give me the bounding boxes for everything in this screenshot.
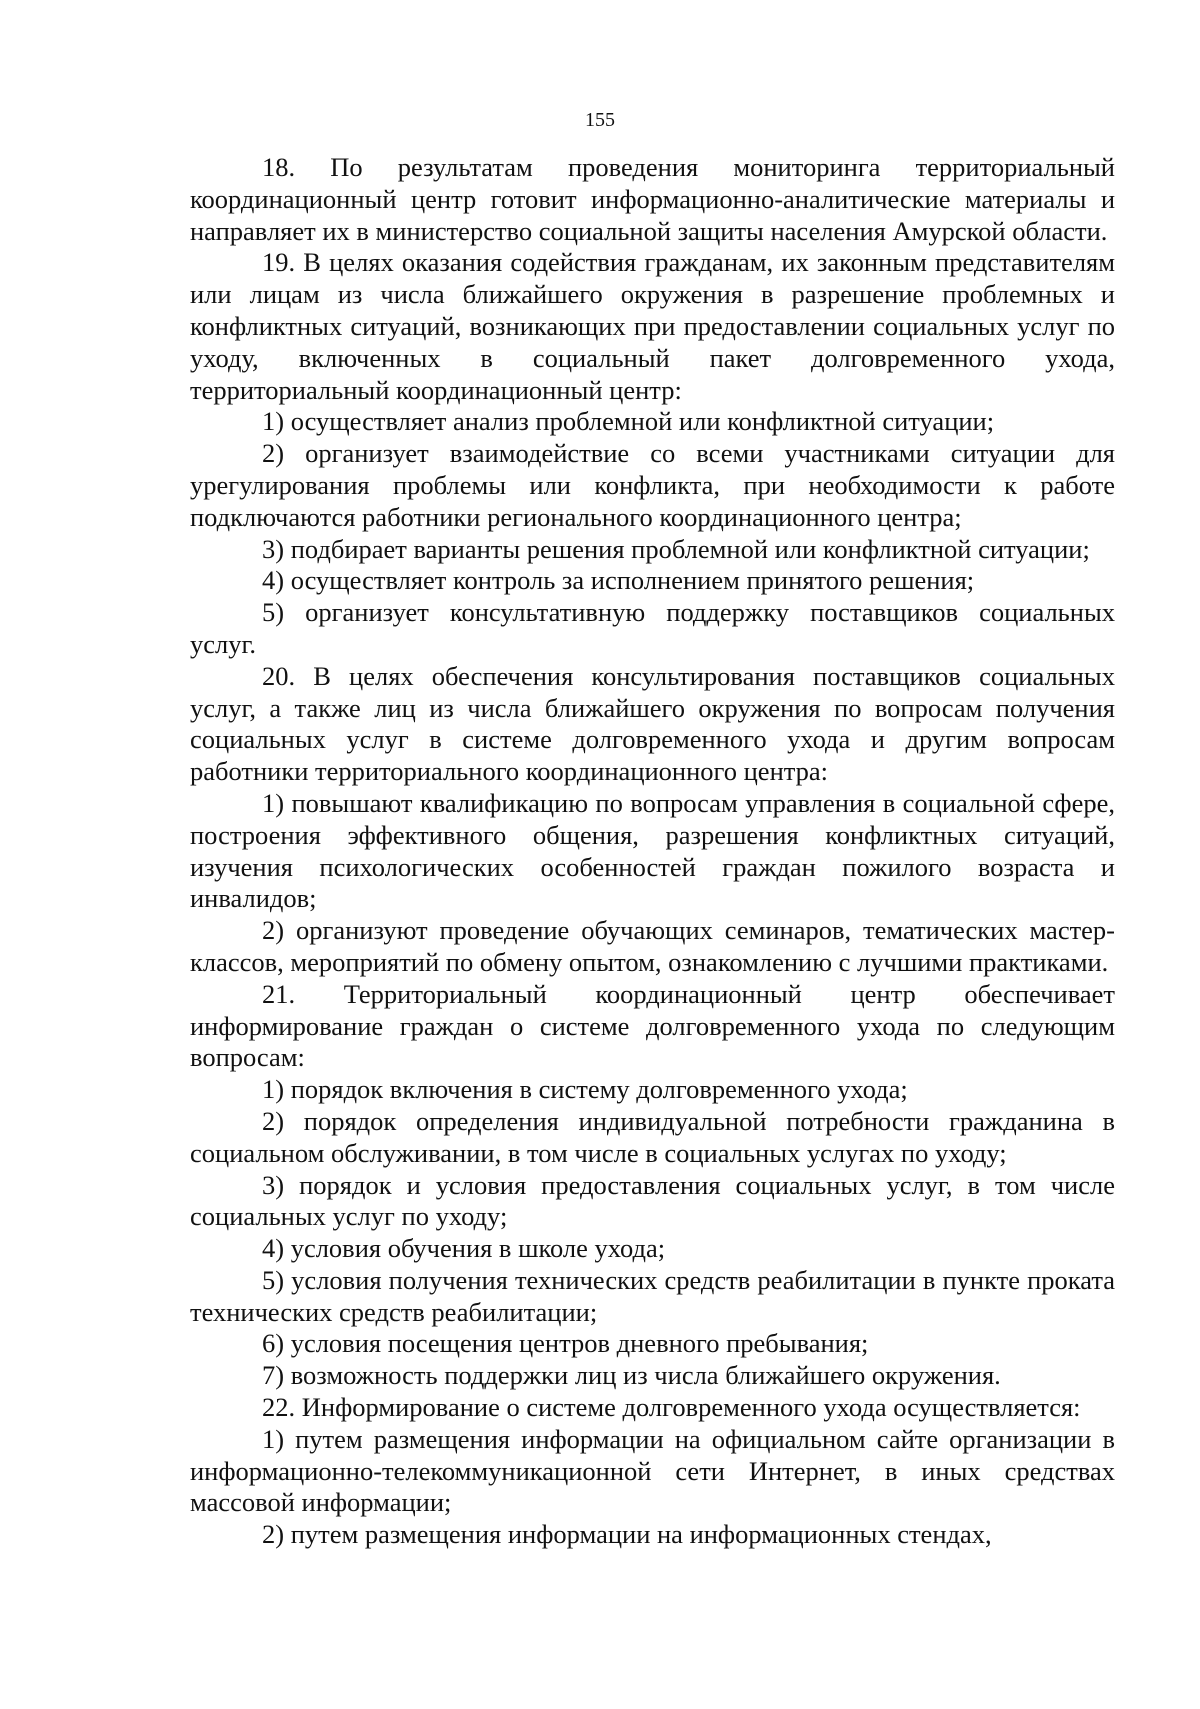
paragraph-22: 22. Информирование о системе долговременного ухода осуществляется: — [262, 1392, 1081, 1423]
paragraph-18: 18. По результатам проведения мониторинга территориальный координационный центр готовит информационно-аналитические материалы и направляет их в министерство социальной защиты населения Амурской области. — [190, 152, 1115, 246]
list-item: 2) организуют проведение обучающих семинаров, тематических мастер-классов, мероприятий по обмену опытом, ознакомлению с лучшими практиками. — [190, 915, 1115, 977]
list-item: 2) путем размещения информации на информационных стендах, — [262, 1519, 992, 1550]
list-item: 6) условия посещения центров дневного пребывания; — [262, 1328, 869, 1359]
page-number: 155 — [585, 109, 615, 131]
list-item: 5) организует консультативную поддержку поставщиков социальных услуг. — [190, 597, 1115, 659]
list-item: 1) повышают квалификацию по вопросам управления в социальной сфере, построения эффективного общения, разрешения конфликтных ситуаций, изучения психологических особенностей граждан пожилого возраста и инвалидов; — [190, 787, 1115, 914]
paragraph-20: 20. В целях обеспечения консультирования поставщиков социальных услуг, а также лиц из числа ближайшего окружения по вопросам получения социальных услуг в системе долговременного ухода и другим вопросам работники территориального координационного центра: — [190, 660, 1115, 787]
list-item: 3) подбирает варианты решения проблемной или конфликтной ситуации; — [262, 533, 1090, 564]
document-body — [190, 152, 1115, 1551]
paragraph-21: 21. Территориальный координационный центр обеспечивает информирование граждан о системе долговременного ухода по следующим вопросам: — [190, 978, 1115, 1073]
list-item: 1) путем размещения информации на официальном сайте организации в информационно-телекоммуникационной сети Интернет, в иных средствах массовой информации; — [190, 1423, 1115, 1518]
list-item: 1) порядок включения в систему долговременного ухода; — [262, 1074, 908, 1105]
list-item: 7) возможность поддержки лиц из числа ближайшего окружения. — [262, 1360, 1001, 1391]
list-item: 4) осуществляет контроль за исполнением принятого решения; — [262, 565, 975, 596]
list-item: 2) организует взаимодействие со всеми участниками ситуации для урегулирования проблемы или конфликта, при необходимости к работе подключаются работники регионального координационного центра; — [190, 438, 1115, 532]
paragraph-19: 19. В целях оказания содействия гражданам, их законным представителям или лицам из числа ближайшего окружения в разрешение проблемных и конфликтных ситуаций, возникающих при предоставлении социальных услуг по уходу, включенных в социальный пакет долговременного ухода, территориальный координационный центр: — [190, 247, 1115, 405]
list-item: 2) порядок определения индивидуальной потребности гражданина в социальном обслуживании, в том числе в социальных услугах по уходу; — [190, 1105, 1115, 1168]
list-item: 5) условия получения технических средств реабилитации в пункте проката технических средств реабилитации; — [190, 1264, 1115, 1327]
list-item: 3) порядок и условия предоставления социальных услуг, в том числе социальных услуг по уходу; — [190, 1169, 1115, 1232]
list-item: 1) осуществляет анализ проблемной или конфликтной ситуации; — [262, 406, 995, 437]
list-item: 4) условия обучения в школе ухода; — [262, 1233, 666, 1264]
